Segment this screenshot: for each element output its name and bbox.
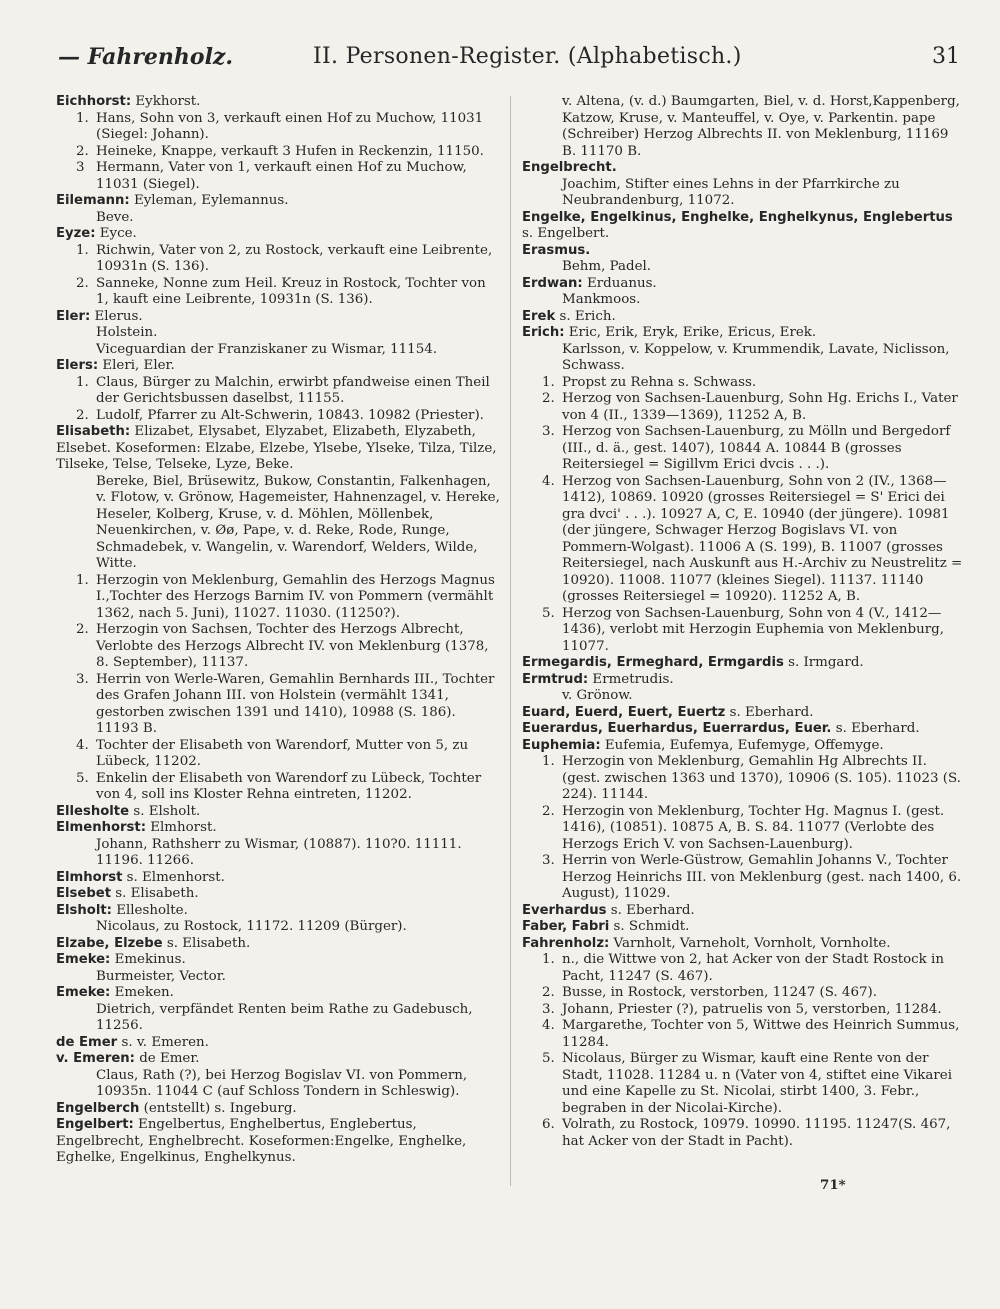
register-entry <box>522 243 964 276</box>
entry-variants: Ellesholte. <box>111 902 188 918</box>
register-entry <box>522 210 964 243</box>
item-text: Claus, Bürger zu Malchin, erwirbt pfandweise einen Theil der Gerichtsbussen daselbst, 11155. <box>96 374 490 406</box>
entry-headword: Emeke: <box>56 952 111 967</box>
entry-item <box>522 375 964 392</box>
entry-item <box>56 111 500 144</box>
item-number: 1. <box>76 242 89 258</box>
running-head-title: II. Personen-Register. (Alphabetisch.) <box>313 44 742 69</box>
item-text: Propst zu Rehna s. Schwass. <box>562 374 757 390</box>
entry-headword: Ellesholte <box>56 803 130 819</box>
entry-line: Behm, Padel. <box>562 259 652 274</box>
entry-variants: Eyce. <box>95 226 137 241</box>
register-entry <box>522 160 964 210</box>
entry-variants: Ermetrudis. <box>588 671 674 687</box>
entry-headword: Elers: <box>56 358 99 373</box>
item-number: 2. <box>76 143 89 159</box>
entry-item <box>522 853 964 903</box>
entry-headword: Engelbrecht. <box>522 160 617 175</box>
register-entry <box>522 936 964 1151</box>
entry-headword: Everhardus <box>522 902 607 918</box>
entry-item <box>56 771 500 804</box>
register-entry <box>56 903 500 936</box>
item-text: Busse, in Rostock, verstorben, 11247 (S. 467). <box>562 985 877 1000</box>
entry-variants: Elmhorst. <box>145 820 217 835</box>
item-number: 2. <box>76 275 89 291</box>
register-entry <box>56 886 500 903</box>
entry-headword: Engelke, Engelkinus, Enghelke, Enghelkynus, Englebertus <box>522 209 953 225</box>
entry-headword: Eilemann: <box>56 193 130 208</box>
entry-continuation: v. Altena, (v. d.) Baumgarten, Biel, v. d. Horst,Kappenberg, Katzow, Kruse, v. Manteuffel, v. Oye, v. Parkentin. pape (Schreiber) Herzog Albrechts II. von Meklenburg, 11169 B. 11170 B. <box>562 94 960 159</box>
entry-variants: Varnholt, Varneholt, Vornholt, Vornholte. <box>609 935 891 951</box>
item-text: n., die Wittwe von 2, hat Acker von der Stadt Rostock in Pacht, 11247 (S. 467). <box>562 952 944 984</box>
entry-item <box>522 424 964 474</box>
entry-headword: Eler: <box>56 308 91 324</box>
sheet-signature: 71* <box>820 1177 846 1193</box>
entry-heading-line <box>56 358 500 375</box>
entry-variants: Emeken. <box>110 985 174 1000</box>
item-text: Herzogin von Meklenburg, Gemahlin Hg Albrechts II. (gest. zwischen 1363 und 1370), 10906 (S. 105). 11023 (S. 224). 11144. <box>562 754 961 802</box>
entry-heading-line <box>56 936 500 953</box>
entry-variants: Erduanus. <box>582 275 657 291</box>
column-divider <box>510 96 511 1186</box>
item-text: Enkelin der Elisabeth von Warendorf zu Lübeck, Tochter von 4, soll ins Kloster Rehna eintreten, 11202. <box>96 770 482 802</box>
register-entry <box>56 94 500 193</box>
entry-item <box>522 474 964 606</box>
entry-heading-line <box>522 325 964 342</box>
entry-headword: Elmhorst <box>56 869 123 885</box>
item-number: 4. <box>542 473 555 489</box>
item-number: 5. <box>542 1051 555 1066</box>
entry-variants: (entstellt) s. Ingeburg. <box>139 1100 297 1116</box>
running-head-left: — Fahrenholz. <box>58 44 234 70</box>
entry-variants: s. Eberhard. <box>725 704 814 720</box>
register-entry <box>56 985 500 1035</box>
entry-item <box>522 606 964 656</box>
entry-variants: s. Eberhard. <box>831 721 920 736</box>
register-entry <box>56 952 500 985</box>
entry-heading-line <box>522 160 964 177</box>
entry-variants: de Emer. <box>134 1051 200 1066</box>
item-number: 1. <box>76 110 89 126</box>
item-number: 4. <box>542 1018 555 1033</box>
item-text: Heineke, Knappe, verkauft 3 Hufen in Reckenzin, 11150. <box>96 143 484 159</box>
item-text: Sanneke, Nonne zum Heil. Kreuz in Rostock, Tochter von 1, kauft eine Leibrente, 10931n (S. 136). <box>96 275 486 307</box>
entry-headword: Erek <box>522 308 556 324</box>
item-text: Herzog von Sachsen-Lauenburg, Sohn Hg. Erichs I., Vater von 4 (II., 1339—1369), 11252 A, B. <box>562 391 958 423</box>
entry-headword: Elsholt: <box>56 902 112 918</box>
entry-line: Viceguardian der Franziskaner zu Wismar, 11154. <box>96 341 438 357</box>
entry-variants: Elerus. <box>90 308 143 324</box>
entry-heading-line <box>522 903 964 920</box>
item-text: Ludolf, Pfarrer zu Alt-Schwerin, 10843. 10982 (Priester). <box>96 407 484 423</box>
register-entry <box>522 276 964 309</box>
entry-heading-line <box>56 870 500 887</box>
entry-heading-line <box>56 820 500 837</box>
page-number: 31 <box>932 44 960 69</box>
entry-item <box>56 160 500 193</box>
entry-headword: Erasmus. <box>522 242 591 258</box>
entry-line: Burmeister, Vector. <box>96 968 226 984</box>
item-text: Hermann, Vater von 1, verkauft einen Hof zu Muchow, 11031 (Siegel). <box>96 160 467 192</box>
register-entry <box>522 721 964 738</box>
item-number: 2. <box>542 391 555 406</box>
item-text: Herzogin von Meklenburg, Gemahlin des Herzogs Magnus I.,Tochter des Herzogs Barnim IV. von Pommern (vermählt 1362, nach 5. Juni), 11027. 11030. (11250?). <box>96 572 495 621</box>
item-text: Margarethe, Tochter von 5, Wittwe des Heinrich Summus, 11284. <box>562 1018 960 1050</box>
item-text: Herzog von Sachsen-Lauenburg, zu Mölln und Bergedorf (III., d. ä., gest. 1407), 10844 A. 10844 B (grosses Reitersiegel = Sigillvm Erici dvcis . . .). <box>562 424 951 472</box>
register-entry <box>522 903 964 920</box>
entry-headword: Euphemia: <box>522 737 601 753</box>
item-number: 1. <box>542 754 555 769</box>
item-text: Hans, Sohn von 3, verkauft einen Hof zu Muchow, 11031 (Siegel: Johann). <box>96 110 484 142</box>
entry-variants: s. Erich. <box>555 308 616 324</box>
entry-item <box>522 985 964 1002</box>
register-entry <box>56 358 500 424</box>
right-column <box>522 94 964 1150</box>
entry-variants: s. Schmidt. <box>609 919 690 934</box>
register-entry <box>522 94 964 160</box>
item-number: 2. <box>76 622 89 637</box>
entry-variants: Eyleman, Eylemannus. <box>129 193 289 208</box>
entry-variants: s. Eberhard. <box>606 902 695 918</box>
entry-item <box>522 1117 964 1150</box>
entry-variants: Engelbertus, Enghelbertus, Englebertus, Engelbrecht, Enghelbrecht. Koseformen:Engelke, Enghelke, Eghelke, Engelkinus, Enghelkynus. <box>56 1117 467 1165</box>
entry-item <box>522 1051 964 1117</box>
item-text: Tochter der Elisabeth von Warendorf, Mutter von 5, zu Lübeck, 11202. <box>96 737 469 769</box>
item-number: 2. <box>542 803 555 819</box>
item-number: 3. <box>76 671 89 687</box>
entry-headword: v. Emeren: <box>56 1051 135 1066</box>
entry-item <box>56 573 500 623</box>
entry-line: Bereke, Biel, Brüsewitz, Bukow, Constantin, Falkenhagen, v. Flotow, v. Grönow, Hagemeister, Hahnenzagel, v. Hereke, Heseler, Kolberg, Kruse, v. d. Möhlen, Möllenbek, Neuenkirchen, v. Øø, Pape, v. d. Reke, Rode, Runge, Schmadebek, v. Wangelin, v. Warendorf, Welders, Wilde, Witte. <box>96 473 500 571</box>
item-text: Herzog von Sachsen-Lauenburg, Sohn von 4 (V., 1412—1436), verlobt mit Herzogin Euphemia von Meklenburg, 11077. <box>562 605 944 654</box>
entry-line: Beve. <box>96 209 134 225</box>
entry-item <box>56 375 500 408</box>
register-entry <box>56 804 500 821</box>
entry-item <box>56 672 500 738</box>
entry-heading-line <box>56 1051 500 1068</box>
entry-variants: Emekinus. <box>110 952 186 967</box>
entry-headword: Erdwan: <box>522 275 583 291</box>
entry-line: Claus, Rath (?), bei Herzog Bogislav VI. von Pommern, 10935n. 11044 C (auf Schloss Tondern in Schleswig). <box>96 1067 468 1099</box>
entry-headword: Faber, Fabri <box>522 919 610 934</box>
register-entry <box>56 1051 500 1101</box>
entry-headword: Euerardus, Euerhardus, Euerrardus, Euer. <box>522 721 832 736</box>
item-text: Herrin von Werle-Waren, Gemahlin Bernhards III., Tochter des Grafen Johann III. von Holstein (vermählt 1341, gestorben zwischen 1391 und 1410), 10988 (S. 186). 11193 B. <box>96 671 495 736</box>
entry-headword: Elsebet <box>56 886 112 901</box>
item-number: 4. <box>76 737 89 753</box>
item-number: 5. <box>542 605 555 621</box>
item-text: Volrath, zu Rostock, 10979. 10990. 11195. 11247(S. 467, hat Acker von der Stadt in Pacht). <box>562 1117 951 1149</box>
register-entry <box>522 655 964 672</box>
entry-item <box>56 276 500 309</box>
entry-item <box>56 622 500 672</box>
entry-item <box>522 754 964 804</box>
entry-variants: Eric, Erik, Eryk, Erike, Ericus, Erek. <box>564 325 817 340</box>
item-text: Herzogin von Meklenburg, Tochter Hg. Magnus I. (gest. 1416), (10851). 10875 A, B. S. 84. 11077 (Verlobte des Herzogs Erich V. von Sachsen-Lauenburg). <box>562 803 945 852</box>
entry-heading-line <box>522 210 964 243</box>
entry-headword: Fahrenholz: <box>522 935 610 951</box>
entry-line: Mankmoos. <box>562 292 641 307</box>
register-entry <box>522 325 964 655</box>
entry-heading-line <box>522 919 964 936</box>
entry-heading-line <box>56 1035 500 1052</box>
entry-headword: Ermtrud: <box>522 671 589 687</box>
entry-heading-line <box>56 903 500 920</box>
register-entry <box>522 672 964 705</box>
entry-heading-line <box>56 424 500 474</box>
item-number: 3. <box>542 1001 555 1017</box>
register-entry <box>56 424 500 804</box>
entry-variants: s. Elisabeth. <box>111 886 199 901</box>
item-number: 5. <box>76 770 89 786</box>
entry-item <box>56 243 500 276</box>
entry-headword: Elzabe, Elzebe <box>56 935 163 951</box>
item-text: Herzogin von Sachsen, Tochter des Herzogs Albrecht, Verlobte des Herzogs Albrecht IV. von Meklenburg (1378, 8. September), 11137. <box>96 622 489 670</box>
entry-heading-line <box>56 804 500 821</box>
entry-variants: s. Engelbert. <box>522 226 610 241</box>
entry-line: Karlsson, v. Koppelow, v. Krummendik, Lavate, Niclisson, Schwass. <box>562 341 950 373</box>
register-entry <box>56 1117 500 1167</box>
item-number: 1. <box>542 952 555 967</box>
entry-headword: Engelbert: <box>56 1117 134 1132</box>
page-header <box>58 44 960 76</box>
entry-variants: Eleri, Eler. <box>98 358 175 373</box>
entry-headword: Emeke: <box>56 985 111 1000</box>
item-text: Johann, Priester (?), patruelis von 5, verstorben, 11284. <box>562 1001 942 1017</box>
entry-item <box>56 144 500 161</box>
register-entry <box>56 870 500 887</box>
register-entry <box>522 309 964 326</box>
entry-headword: Engelberch <box>56 1100 140 1116</box>
entry-line: Joachim, Stifter eines Lehns in der Pfarrkirche zu Neubrandenburg, 11072. <box>562 176 900 208</box>
entry-item <box>522 1002 964 1019</box>
entry-heading-line <box>522 721 964 738</box>
register-entry <box>522 738 964 903</box>
entry-headword: Erich: <box>522 325 565 340</box>
register-entry <box>56 226 500 309</box>
entry-heading-line <box>522 738 964 755</box>
item-number: 1. <box>76 572 89 588</box>
item-number: 6. <box>542 1117 555 1132</box>
entry-heading-line <box>522 705 964 722</box>
left-column <box>56 94 500 1167</box>
item-number: 3 <box>76 160 85 175</box>
entry-headword: Eichhorst: <box>56 94 132 109</box>
entry-variants: s. Elisabeth. <box>162 935 251 951</box>
register-entry <box>522 919 964 936</box>
entry-heading-line <box>56 952 500 969</box>
item-number: 2. <box>76 407 89 423</box>
entry-headword: Ermegardis, Ermeghard, Ermgardis <box>522 655 784 670</box>
entry-variants: s. Irmgard. <box>783 655 864 670</box>
entry-heading-line <box>56 1101 500 1118</box>
register-entry <box>56 309 500 359</box>
entry-variants: Elizabet, Elysabet, Elyzabet, Elizabeth, Elyzabeth, Elsebet. Koseformen: Elzabe, Elzebe, Ylsebe, Ylseke, Tilza, Tilze, Tilseke, Telse, Telseke, Lyze, Beke. <box>56 424 497 472</box>
entry-variants: s. Elmenhorst. <box>122 869 225 885</box>
entry-item <box>56 738 500 771</box>
entry-heading-line <box>56 1117 500 1167</box>
entry-headword: Elisabeth: <box>56 424 131 439</box>
entry-variants: s. Elsholt. <box>129 803 201 819</box>
register-entry <box>56 1035 500 1052</box>
entry-variants: Eufemia, Eufemya, Eufemyge, Offemyge. <box>600 737 884 753</box>
entry-item <box>522 1018 964 1051</box>
register-entry <box>56 936 500 953</box>
entry-line: Johann, Rathsherr zu Wismar, (10887). 110?0. 11111. 11196. 11266. <box>96 836 462 868</box>
entry-line: Holstein. <box>96 325 158 340</box>
entry-line: Nicolaus, zu Rostock, 11172. 11209 (Bürger). <box>96 919 407 934</box>
item-number: 1. <box>76 374 89 390</box>
entry-heading-line <box>522 936 964 953</box>
item-text: Nicolaus, Bürger zu Wismar, kauft eine Rente von der Stadt, 11028. 11284 u. n (Vater von 4, stiftet eine Vikarei und eine Kapelle zu St. Nicolai, stirbt 1400, 3. Febr., begraben in der Nicolai-Kirche). <box>562 1051 953 1116</box>
entry-heading-line <box>56 193 500 210</box>
entry-heading-line <box>522 309 964 326</box>
entry-item <box>56 408 500 425</box>
item-number: 1. <box>542 374 555 390</box>
entry-headword: Eyze: <box>56 226 96 241</box>
entry-item <box>522 391 964 424</box>
entry-headword: Elmenhorst: <box>56 820 146 835</box>
entry-heading-line <box>522 672 964 689</box>
entry-heading-line <box>56 985 500 1002</box>
item-number: 3. <box>542 853 555 868</box>
entry-heading-line <box>56 309 500 326</box>
item-text: Richwin, Vater von 2, zu Rostock, verkauft eine Leibrente, 10931n (S. 136). <box>96 242 493 274</box>
entry-heading-line <box>56 94 500 111</box>
register-entry <box>56 1101 500 1118</box>
entry-line: Dietrich, verpfändet Renten beim Rathe zu Gadebusch, 11256. <box>96 1001 473 1033</box>
register-entry <box>56 193 500 226</box>
register-entry <box>56 820 500 870</box>
item-number: 3. <box>542 424 555 439</box>
entry-item <box>522 952 964 985</box>
entry-item <box>522 804 964 854</box>
register-entry <box>522 705 964 722</box>
entry-variants: Eykhorst. <box>131 94 201 109</box>
entry-headword: de Emer <box>56 1034 118 1050</box>
item-number: 2. <box>542 985 555 1000</box>
item-text: Herrin von Werle-Güstrow, Gemahlin Johanns V., Tochter Herzog Heinrichs III. von Meklenburg (gest. nach 1400, 6. August), 11029. <box>562 853 962 901</box>
entry-heading-line <box>522 276 964 293</box>
item-text: Herzog von Sachsen-Lauenburg, Sohn von 2 (IV., 1368—1412), 10869. 10920 (grosses Reitersiegel = S' Erici dei gra dvci' . . .). 10927 A, C, E. 10940 (der jüngere). 10981 (der jüngere, Schwager Herzog Bogislavs VI. von Pommern-Wolgast). 11006 A (S. 199), B. 11007 (grosses Reitersiegel, nach Auskunft aus H.-Archiv zu Neustrelitz = 10920). 11008. 11077 (kleines Siegel). 11137. 11140 (grosses Reitersiegel = 10920). 11252 A, B. <box>562 473 963 604</box>
entry-heading-line <box>522 243 964 260</box>
entry-heading-line <box>56 886 500 903</box>
entry-line: v. Grönow. <box>562 688 633 703</box>
entry-heading-line <box>522 655 964 672</box>
entry-variants: s. v. Emeren. <box>117 1034 209 1050</box>
entry-headword: Euard, Euerd, Euert, Euertz <box>522 704 726 720</box>
entry-heading-line <box>56 226 500 243</box>
